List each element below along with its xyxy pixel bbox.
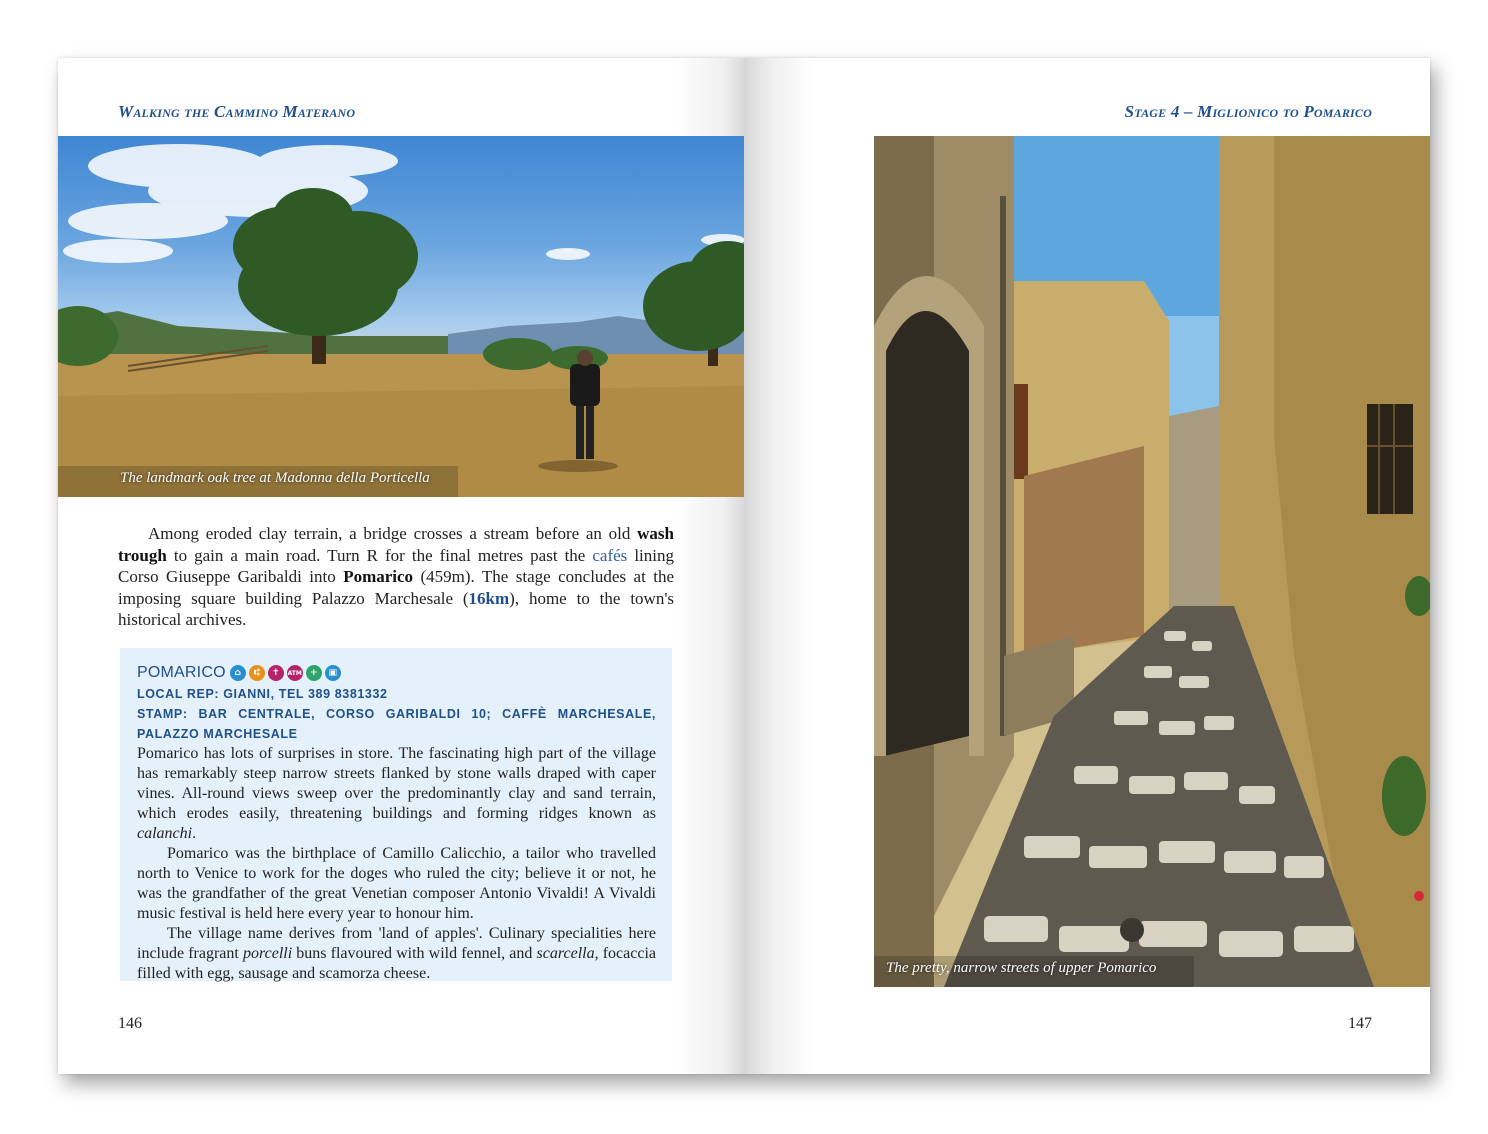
paragraph-bold-wash-trough: wash trough — [118, 524, 674, 565]
right-page — [744, 58, 1430, 1074]
infobox-italic-scarcella: scarcella — [536, 945, 595, 962]
street-photo-caption: The pretty, narrow streets of upper Pomarico — [886, 960, 1157, 976]
infobox-text: , focaccia filled with egg, sausage and scamorza cheese. — [137, 945, 656, 982]
infobox-text: Pomarico was the birthplace of Camillo Calicchio, a tailor who travelled north to Venice to work for the doges who ruled the city; believe it or not, he was the grandfather of the great Venetian composer Antonio Vivaldi! A Vivaldi music festival is held here every year to honour him. — [137, 845, 656, 922]
church-icon: ✝ — [268, 665, 284, 681]
infobox-text: The village name derives from 'land of apples'. Culinary specialities here include fragrant — [137, 925, 656, 962]
stamp-locations: STAMP: BAR CENTRALE, CORSO GARIBALDI 10; CAFFÈ MARCHESALE, PALAZZO MARCHESALE — [137, 707, 656, 741]
local-rep: LOCAL REP: GIANNI, TEL 389 8381332 — [137, 687, 388, 701]
left-page — [58, 58, 744, 1074]
paragraph-text: to gain a main road. Turn R for the final metres past the — [166, 545, 593, 565]
infobox-italic-porcelli: porcelli — [242, 945, 293, 962]
oak-photo-caption: The landmark oak tree at Madonna della Porticella — [120, 470, 430, 486]
running-head-left: Walking the Cammino Materano — [118, 102, 356, 121]
pharmacy-icon: + — [306, 665, 322, 681]
shop-icon: ▣ — [325, 665, 341, 681]
distance-16km: 16km — [468, 588, 510, 608]
narrow-street-illustration — [874, 136, 1430, 987]
infobox-italic-calanchi: calanchi — [137, 825, 193, 842]
page-number-left: 146 — [118, 1015, 142, 1032]
street-photo — [874, 136, 1430, 987]
paragraph-text: Among eroded clay terrain, a bridge crosses a stream before an old — [148, 524, 638, 543]
open-book — [58, 58, 1430, 1074]
paragraph-text: ), home to the town's historical archives. — [118, 588, 675, 629]
paragraph-text: (459m). The stage concludes at the imposing square building Palazzo Marchesale ( — [118, 567, 674, 608]
accommodation-icon: ⌂ — [230, 665, 246, 681]
stage-paragraph — [118, 523, 674, 631]
paragraph-text: lining Corso Giuseppe Garibaldi into — [118, 545, 674, 586]
restaurant-icon: ⑆ — [249, 665, 265, 681]
infobox-paragraph-1 — [137, 744, 656, 844]
infobox-text: . — [192, 825, 197, 842]
oak-tree-illustration — [58, 136, 744, 497]
cafes-link[interactable]: cafés — [592, 545, 628, 565]
infobox-title: POMARICO — [137, 664, 226, 681]
paragraph-bold-pomarico: Pomarico — [343, 567, 414, 586]
page-number-right: 147 — [1348, 1015, 1372, 1032]
running-head-right: Stage 4 – Miglionico to Pomarico — [1124, 102, 1372, 121]
oak-tree-photo — [58, 136, 744, 497]
infobox-text: buns flavoured with wild fennel, and — [292, 945, 537, 962]
atm-icon: ATM — [287, 665, 303, 681]
infobox-paragraph-2 — [137, 844, 656, 924]
infobox-title-row — [137, 662, 656, 684]
pomarico-infobox — [120, 648, 672, 981]
infobox-paragraph-3 — [137, 924, 656, 984]
infobox-text: Pomarico has lots of surprises in store. The fascinating high part of the village has remarkably steep narrow streets flanked by stone walls draped with caper vines. All-round views sweep over the predominantly clay and sand terrain, which erodes easily, threatening buildings and forming ridges known as — [137, 745, 656, 822]
